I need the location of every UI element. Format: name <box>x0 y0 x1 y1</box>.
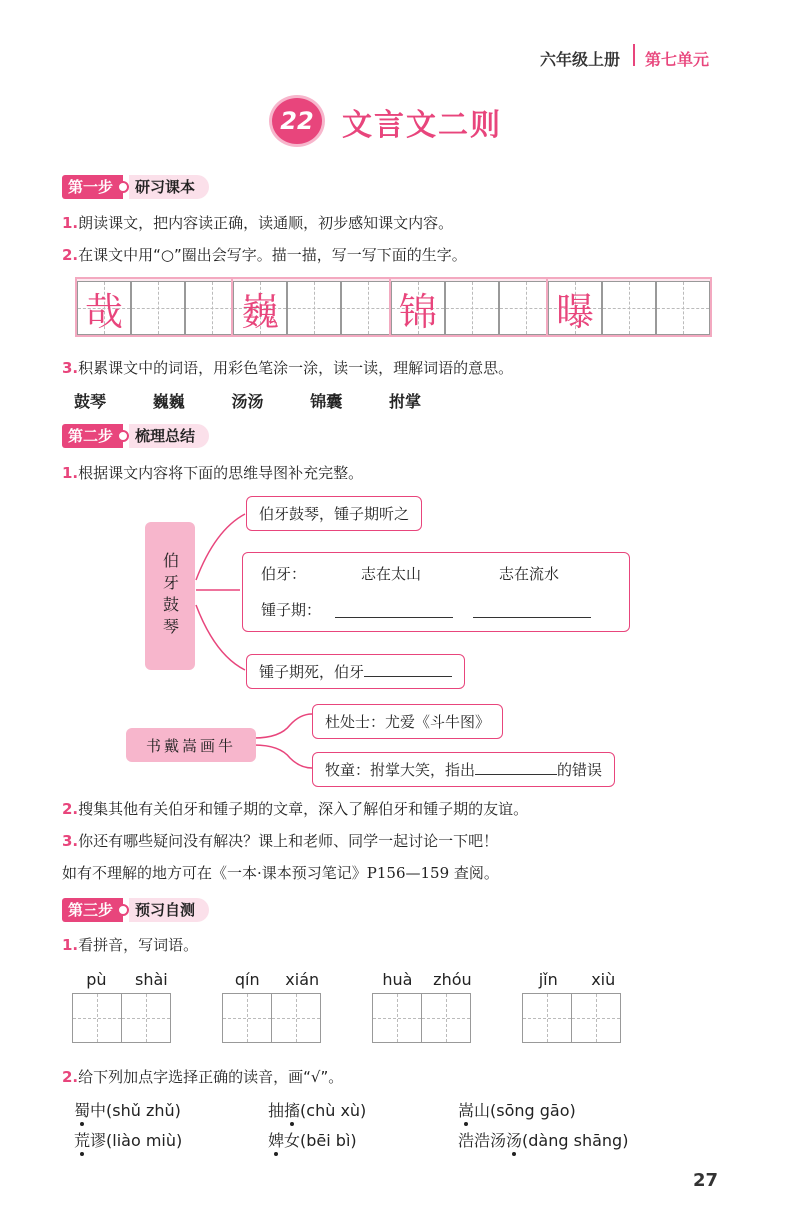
step3-header <box>62 898 209 922</box>
pinyin-group-2: qín xián <box>222 970 332 1047</box>
step2-header <box>62 424 209 448</box>
writing-cell[interactable] <box>72 993 122 1043</box>
reading-item-4[interactable]: 荒谬(liào miù) <box>74 1131 183 1150</box>
step-dot-icon <box>117 430 129 442</box>
char-cell: 哉 <box>77 281 131 335</box>
char-cell: 巍 <box>233 281 287 335</box>
writing-cell[interactable] <box>131 281 185 335</box>
reading-item-1[interactable]: 蜀中(shǔ zhǔ) <box>74 1101 181 1120</box>
writing-cell[interactable] <box>421 993 471 1043</box>
vocab-word[interactable]: 锦囊 <box>310 392 343 411</box>
step2-item-2: 2.搜集其他有关伯牙和锺子期的文章，深入了解伯牙和锺子期的友谊。 <box>62 800 529 818</box>
step1-header <box>62 175 209 199</box>
mindmap-node-1: 伯牙鼓琴，锺子期听之 <box>246 496 422 531</box>
mindmap-node-3: 锺子期死，伯牙 <box>246 654 465 689</box>
page-number: 27 <box>692 1170 718 1191</box>
vocab-word[interactable]: 拊掌 <box>388 392 421 411</box>
step3-title: 预习自测 <box>129 898 209 922</box>
writing-cell[interactable] <box>656 281 710 335</box>
node2-text-a: 志在太山 <box>361 565 422 583</box>
answer-blank[interactable] <box>364 662 452 677</box>
writing-cell[interactable] <box>571 993 621 1043</box>
char-grid-2 <box>231 277 397 337</box>
reading-item-6[interactable]: 浩浩汤汤(dàng shāng) <box>458 1131 629 1150</box>
answer-blank[interactable] <box>335 617 453 618</box>
node2-label-zhongziqi: 锺子期： <box>261 601 322 619</box>
step2-item-3: 3.你还有哪些疑问没有解决？课上和老师、同学一起讨论一下吧！ <box>62 832 499 850</box>
step-dot-icon <box>117 181 129 193</box>
pinyin-group-1: pù shài <box>72 970 182 1047</box>
reading-item-2[interactable]: 抽搐(chù xù) <box>268 1101 367 1120</box>
reference-note: 如有不理解的地方可在《一本·课本预习笔记》P156—159 查阅。 <box>62 864 499 882</box>
node2-text-b: 志在流水 <box>499 565 560 583</box>
mindmap-node-4: 杜处士：尤爱《斗牛图》 <box>312 704 503 739</box>
char-cell: 锦 <box>391 281 445 335</box>
writing-cell[interactable] <box>445 281 499 335</box>
mindmap-root-2: 书戴嵩画牛 <box>126 728 256 762</box>
reading-item-5[interactable]: 婢女(bēi bì) <box>268 1131 357 1150</box>
step2-tag: 第二步 <box>62 424 123 448</box>
grade-label: 六年级上册 <box>540 50 621 69</box>
step3-tag: 第三步 <box>62 898 123 922</box>
pinyin-group-4: jǐn xiù <box>522 970 632 1047</box>
step1-item-2: 2.在课文中用“○”圈出会写字。描一描，写一写下面的生字。 <box>62 246 467 264</box>
header-divider <box>633 44 635 66</box>
vocab-word[interactable]: 巍巍 <box>152 392 185 411</box>
char-grid-4 <box>546 277 712 337</box>
writing-cell[interactable] <box>222 993 272 1043</box>
step1-item-3: 3.积累课文中的词语，用彩色笔涂一涂，读一读，理解词语的意思。 <box>62 359 514 377</box>
step2-item-1: 1.根据课文内容将下面的思维导图补充完整。 <box>62 464 364 482</box>
writing-cell[interactable] <box>522 993 572 1043</box>
char-grid-3 <box>389 277 555 337</box>
vocab-word[interactable]: 鼓琴 <box>74 392 107 411</box>
mindmap-root-1: 伯牙鼓琴 <box>145 522 195 670</box>
step1-tag: 第一步 <box>62 175 123 199</box>
step3-item-2: 2.给下列加点字选择正确的读音，画“√”。 <box>62 1068 344 1086</box>
node2-label-boya: 伯牙： <box>261 565 307 583</box>
writing-cell[interactable] <box>287 281 341 335</box>
writing-cell[interactable] <box>121 993 171 1043</box>
lesson-title: 文言文二则 <box>342 108 502 143</box>
writing-cell[interactable] <box>499 281 553 335</box>
reading-item-3[interactable]: 嵩山(sōng gāo) <box>458 1101 576 1120</box>
answer-blank[interactable] <box>475 760 557 775</box>
vocab-list <box>74 389 421 412</box>
mindmap-node-2 <box>242 552 630 632</box>
unit-label: 第七单元 <box>645 50 710 69</box>
lesson-number-badge: 22 <box>272 98 322 144</box>
pinyin-group-3: huà zhóu <box>372 970 482 1047</box>
writing-cell[interactable] <box>372 993 422 1043</box>
mindmap-connectors <box>0 490 800 790</box>
writing-cell[interactable] <box>602 281 656 335</box>
step2-title: 梳理总结 <box>129 424 209 448</box>
writing-cell[interactable] <box>341 281 395 335</box>
step3-item-1: 1.看拼音，写词语。 <box>62 936 199 954</box>
char-grid-1 <box>75 277 241 337</box>
step1-item-1: 1.朗读课文，把内容读正确，读通顺，初步感知课文内容。 <box>62 214 454 232</box>
step-dot-icon <box>117 904 129 916</box>
mindmap-node-5: 牧童：拊掌大笑，指出 的错误 <box>312 752 615 787</box>
answer-blank[interactable] <box>473 617 591 618</box>
vocab-word[interactable]: 汤汤 <box>231 392 264 411</box>
writing-cell[interactable] <box>271 993 321 1043</box>
char-cell: 曝 <box>548 281 602 335</box>
step1-title: 研习课本 <box>129 175 209 199</box>
